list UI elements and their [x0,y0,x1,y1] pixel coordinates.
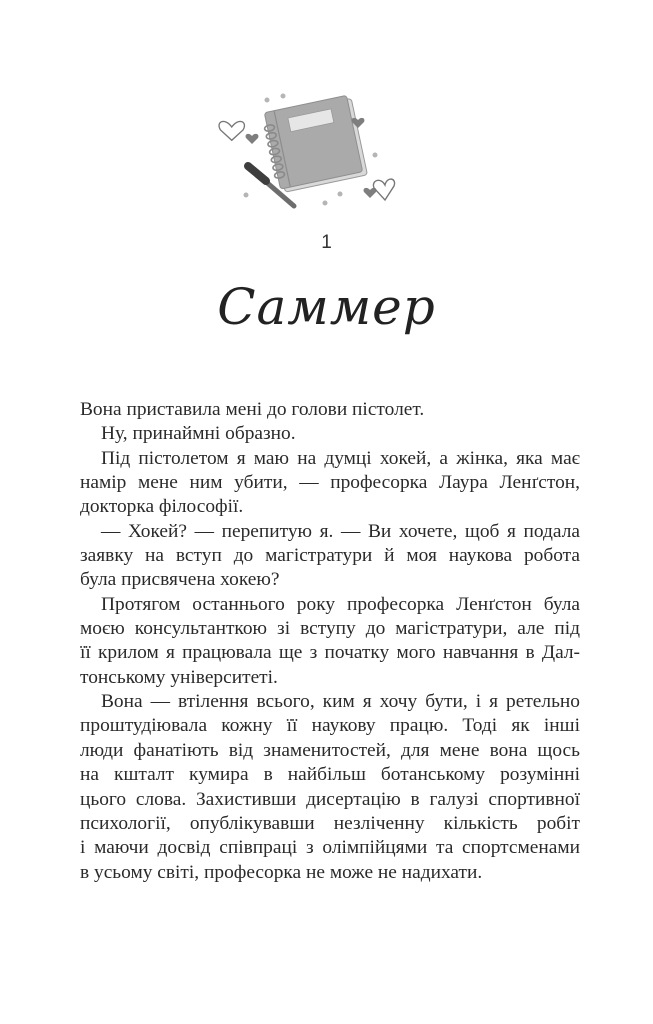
text-line: Вона — втілення всього, ким я хочу бути, і я ретельно [101,691,580,713]
dot-icon [265,98,270,103]
notebook-icon [261,95,367,194]
text-line: на кшталт кумира в найбільш ботанському розумінні [80,764,580,786]
dot-icon [338,192,343,197]
chapter-title: Саммер [217,278,436,336]
text-line: Під пістолетом я маю на думці хокей, а жінка, яка має [101,447,580,469]
text-line: тонському університеті. [80,666,278,688]
heart-icon [246,134,259,144]
heart-outline-icon [219,121,244,140]
dot-icon [244,193,249,198]
text-line: психології, опублікувавши незліченну кількість робіт [80,812,580,834]
text-line: була присвячена хокею? [80,569,280,591]
text-line: і маючи досвід співпраці з олімпійцями та спортсменами [80,837,580,859]
text-line: в усьому світі, професорка не може не надихати. [80,861,483,883]
text-line: цього слова. Захистивши дисертацію в галузі спортивної [80,788,580,810]
notebook-illustration [210,80,410,220]
text-line: Протягом останнього року професорка Ленґстон була [101,593,580,615]
text-line: докторка філософії. [80,496,244,518]
text-line: — Хокей? — перепитую я. — Ви хочете, щоб я подала [101,520,580,542]
text-line: люди фанатіють від знаменитостей, для мене вона щось [80,739,580,761]
text-line: заявку на вступ до магістратури й моя наукова робота [80,545,580,567]
text-line: Ну, принаймні образно. [101,423,296,445]
text-line: проштудіювала кожну її наукову працю. Тоді як інші [80,715,580,737]
text-line: намір мене ним убити, — професорка Лаура Ленґстон, [80,472,580,494]
dot-icon [373,153,378,158]
text-line: моєю консультанткою зі вступу до магістратури, але під [80,618,580,640]
text-line: Вона приставила мені до голови пістолет. [80,399,425,420]
chapter-body [80,398,580,885]
dot-icon [281,94,286,99]
chapter-number: 1 [321,232,332,253]
text-line: її крилом я працювала ще з початку мого навчання в Дал- [80,642,580,664]
dot-icon [323,201,328,206]
heart-outline-icon [373,179,394,200]
